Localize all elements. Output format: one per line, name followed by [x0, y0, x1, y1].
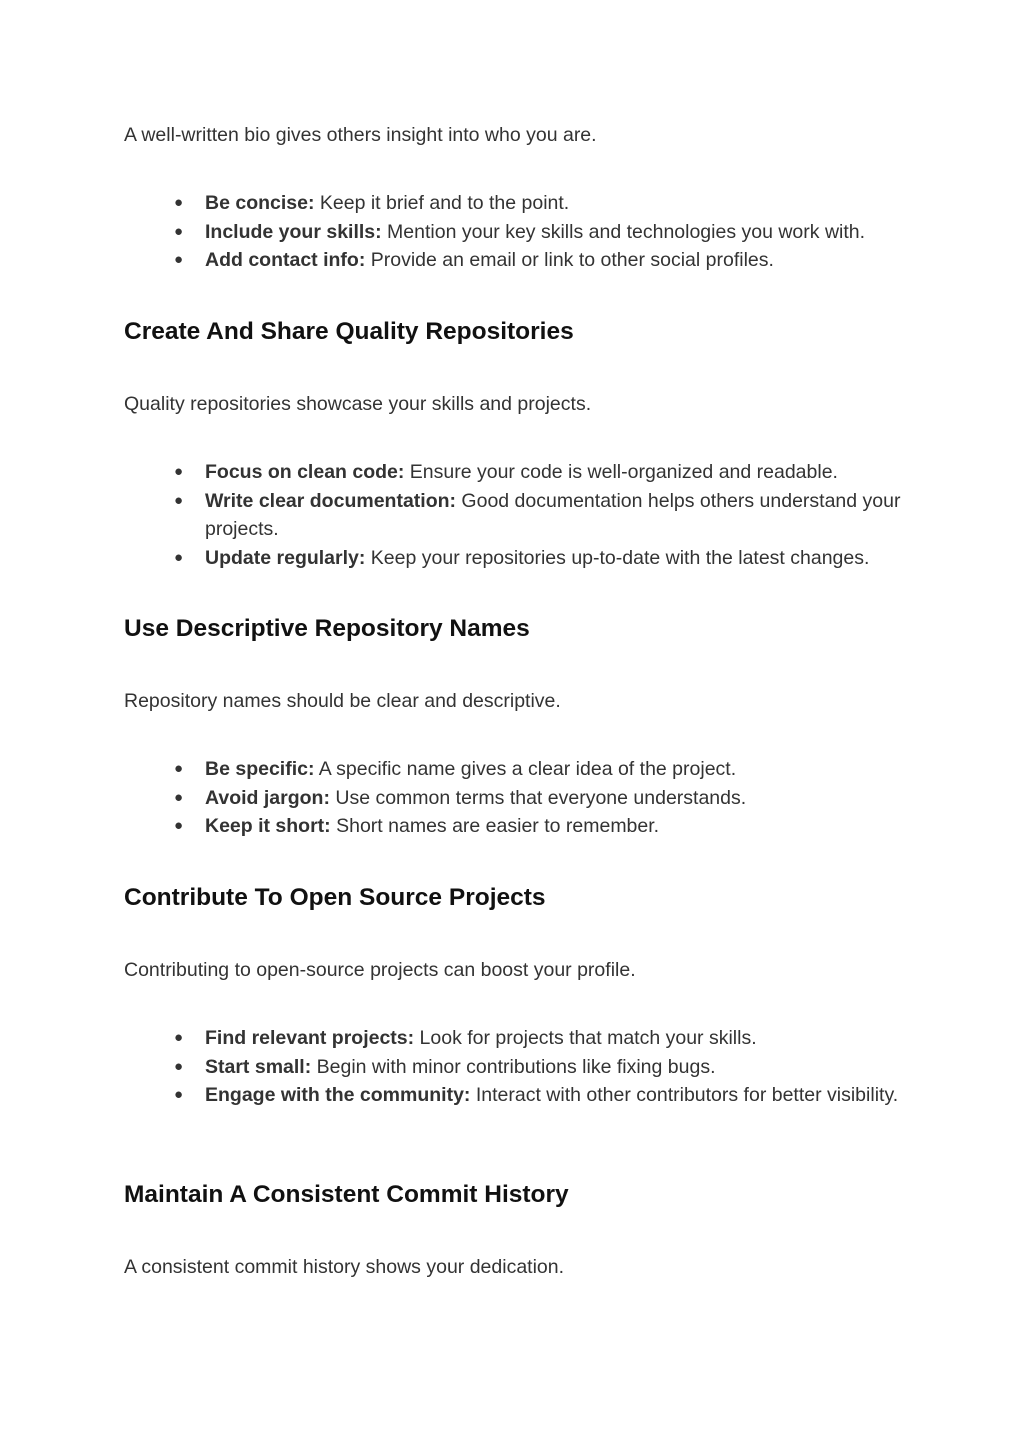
bullet-term: Be concise:	[205, 192, 315, 214]
bullet-text: Interact with other contributors for better visibility.	[470, 1084, 899, 1106]
section-heading: Create And Share Quality Repositories	[124, 318, 574, 345]
section-heading: Contribute To Open Source Projects	[124, 884, 546, 911]
bullet-text: Short names are easier to remember.	[330, 815, 660, 837]
bullet-icon: ●	[174, 222, 184, 240]
bullet-text: Ensure your code is well-organized and readable.	[404, 461, 838, 483]
bullet-list	[124, 755, 914, 841]
bullet-icon: ●	[174, 251, 184, 268]
list-item	[124, 1053, 914, 1082]
list-item	[124, 784, 914, 813]
section-intro: Contributing to open-source projects can boost your profile.	[124, 959, 636, 981]
bullet-text: Begin with minor contributions like fixing bugs.	[311, 1055, 716, 1078]
section-heading: Maintain A Consistent Commit History	[124, 1181, 569, 1208]
list-item	[124, 1081, 914, 1110]
bullet-term: Include your skills:	[205, 220, 382, 243]
bullet-icon: ●	[174, 491, 184, 509]
bullet-term: Find relevant projects:	[205, 1027, 415, 1049]
list-item	[124, 812, 914, 841]
bullet-text: Keep it brief and to the point.	[314, 192, 570, 214]
bullet-text: Use common terms that everyone understands.	[329, 786, 747, 809]
bullet-text: Good documentation helps others understand your projects.	[205, 489, 901, 540]
section-intro: Repository names should be clear and descriptive.	[124, 690, 561, 712]
list-item	[124, 1024, 914, 1053]
bullet-icon: ●	[174, 1086, 184, 1103]
bullet-list	[124, 189, 914, 275]
bullet-term: Start small:	[205, 1055, 312, 1078]
bullet-list	[124, 1024, 914, 1110]
section-intro: A well-written bio gives others insight into who you are.	[124, 124, 597, 146]
list-item	[124, 246, 914, 275]
list-item	[124, 755, 914, 784]
bullet-term: Avoid jargon:	[205, 786, 330, 809]
bullet-term: Write clear documentation:	[205, 489, 457, 512]
bullet-icon: ●	[174, 1029, 184, 1046]
section-intro: A consistent commit history shows your dedication.	[124, 1256, 565, 1278]
bullet-text: Look for projects that match your skills.	[414, 1027, 757, 1049]
bullet-term: Update regularly:	[205, 546, 366, 569]
bullet-icon: ●	[174, 760, 184, 777]
bullet-icon: ●	[174, 788, 184, 806]
bullet-text: Provide an email or link to other social profiles.	[365, 249, 774, 271]
bullet-term: Keep it short:	[205, 815, 331, 837]
list-item	[124, 487, 914, 544]
bullet-list	[124, 458, 914, 572]
bullet-term: Engage with the community:	[205, 1084, 471, 1106]
bullet-text: A specific name gives a clear idea of the project.	[314, 758, 737, 780]
list-item	[124, 189, 914, 218]
bullet-text: Keep your repositories up-to-date with the latest changes.	[365, 546, 870, 569]
bullet-text: Mention your key skills and technologies you work with.	[381, 220, 866, 243]
section-intro: Quality repositories showcase your skills and projects.	[124, 393, 592, 415]
section-heading: Use Descriptive Repository Names	[124, 615, 530, 642]
bullet-icon: ●	[174, 817, 184, 834]
bullet-icon: ●	[174, 463, 184, 480]
bullet-icon: ●	[174, 548, 184, 566]
bullet-term: Be specific:	[205, 758, 315, 780]
list-item	[124, 544, 914, 573]
bullet-icon: ●	[174, 1057, 184, 1075]
bullet-icon: ●	[174, 194, 184, 211]
bullet-term: Focus on clean code:	[205, 461, 405, 483]
list-item	[124, 218, 914, 247]
list-item	[124, 458, 914, 487]
bullet-term: Add contact info:	[205, 249, 366, 271]
